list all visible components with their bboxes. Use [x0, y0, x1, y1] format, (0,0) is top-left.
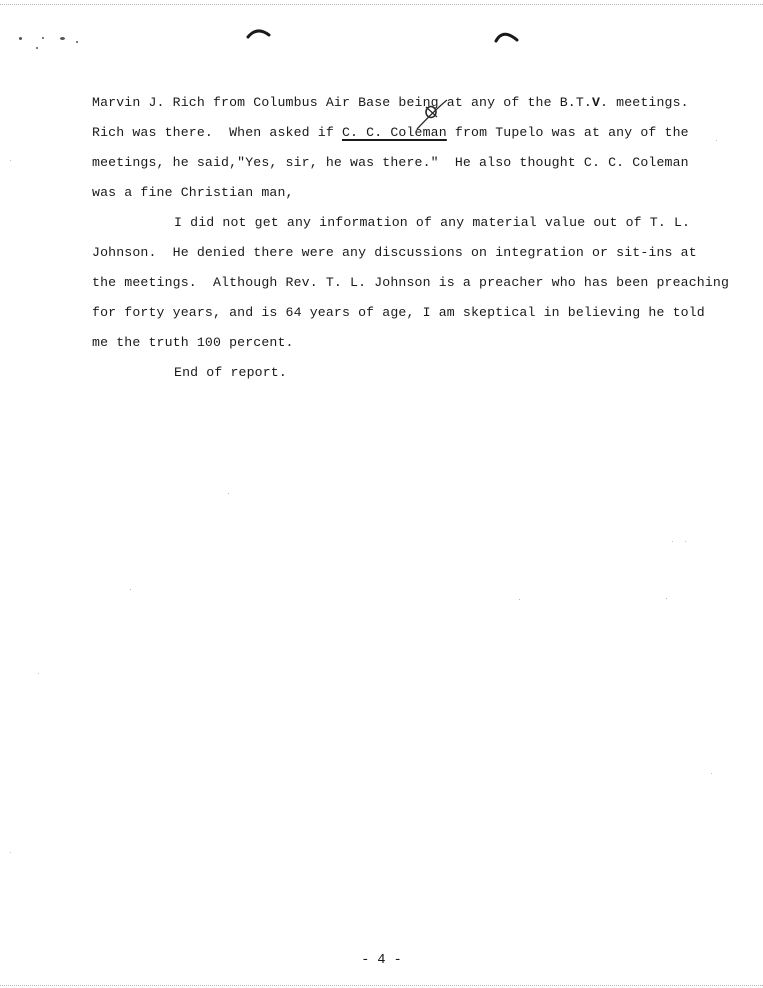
text-line: for forty years, and is 64 years of age, I am skeptical in believing he told — [92, 305, 705, 320]
closing-line: End of report. — [174, 365, 287, 380]
scan-speck — [685, 541, 686, 542]
scan-speck — [38, 673, 39, 674]
text-line: Johnson. He denied there were any discussions on integration or sit-ins at — [92, 245, 697, 260]
text-line: me the truth 100 percent. — [92, 335, 294, 350]
scan-speck — [666, 598, 667, 599]
bottom-edge-dotted-line — [0, 985, 763, 986]
page-number: - 4 - — [361, 953, 402, 968]
scan-speck — [711, 773, 712, 774]
scan-speck — [716, 140, 717, 141]
text-line: was a fine Christian man, — [92, 185, 294, 200]
scan-speck — [60, 37, 65, 40]
text-line: Rich was there. When asked if C. C. Coleman from Tupelo was at any of the — [92, 125, 689, 140]
text-line: meetings, he said,"Yes, sir, he was there." He also thought C. C. Coleman — [92, 155, 689, 170]
scan-speck — [672, 541, 673, 542]
handwritten-correction: V — [591, 95, 601, 110]
underlined-name: C. C. Coleman — [341, 125, 447, 140]
text-line: Marvin J. Rich from Columbus Air Base being at any of the B.T.V. meetings. — [92, 95, 689, 110]
punch-hole-mark-right — [493, 27, 521, 45]
scan-speck — [10, 852, 11, 853]
punch-hole-mark-left — [245, 25, 273, 41]
scan-speck — [228, 493, 229, 494]
scan-speck — [130, 589, 131, 590]
text-line: the meetings. Although Rev. T. L. Johnson is a preacher who has been preaching — [92, 275, 730, 290]
scan-speck — [42, 37, 44, 39]
scan-speck — [36, 47, 38, 49]
text-line: I did not get any information of any material value out of T. L. — [174, 215, 691, 230]
scan-speck — [19, 37, 22, 40]
top-edge-dotted-line — [0, 4, 763, 5]
handwritten-annotation-stroke — [395, 92, 465, 134]
scan-speck — [10, 160, 11, 161]
scan-speck — [76, 41, 78, 43]
scan-speck — [519, 599, 520, 600]
